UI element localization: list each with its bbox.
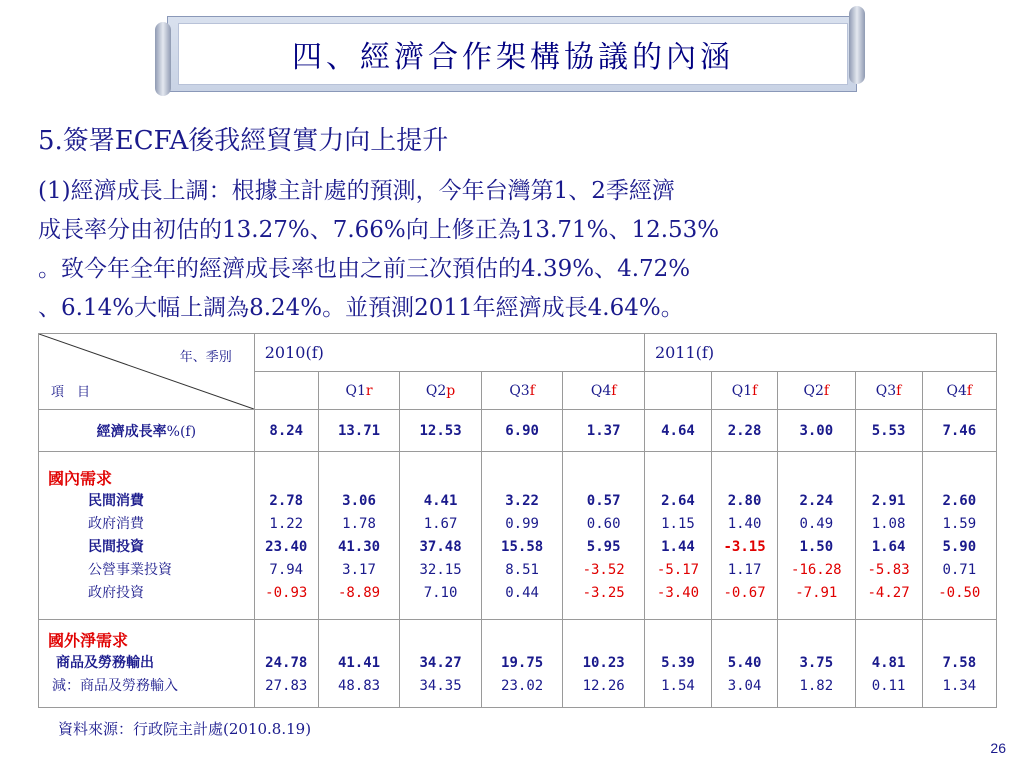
growth-label: 經濟成長率%(f) xyxy=(39,410,255,452)
body-paragraph xyxy=(38,172,998,328)
source-note: 資料來源：行政院主計處(2010.8.19) xyxy=(58,720,312,738)
table-cell: -3.40 xyxy=(656,584,700,601)
table-cell: 1.64 xyxy=(871,538,906,555)
spacer xyxy=(485,467,560,490)
table-cell: 0.11 xyxy=(871,678,906,694)
spacer xyxy=(322,467,397,490)
spacer xyxy=(566,467,641,490)
growth-value: 5.53 xyxy=(855,410,922,452)
domestic-value-column xyxy=(855,452,922,620)
paragraph-line: 、6.14%大幅上調為8.24%。並預測2011年經濟成長4.64%。 xyxy=(38,295,684,321)
spacer xyxy=(258,467,315,490)
table-cell: -5.83 xyxy=(867,561,910,578)
paragraph-line: 。致今年全年的經濟成長率也由之前三次預估的4.39%、4.72% xyxy=(38,256,691,282)
row-label: 民間投資 xyxy=(88,538,144,555)
section-heading: 5.簽署ECFA後我經貿實力向上提升 xyxy=(38,126,449,156)
table-cell: 12.26 xyxy=(582,678,625,694)
external-value-column xyxy=(400,620,482,708)
table-cell: 1.82 xyxy=(799,678,834,694)
table-cell: 10.23 xyxy=(582,655,625,671)
table-cell: 0.71 xyxy=(942,561,977,578)
domestic-value-column xyxy=(318,452,400,620)
external-value-column xyxy=(778,620,855,708)
table-cell: 3.22 xyxy=(505,492,539,509)
table-cell: 19.75 xyxy=(501,655,544,671)
growth-value: 3.00 xyxy=(778,410,855,452)
paragraph-line: (1)經濟成長上調：根據主計處的預測，今年台灣第1、2季經濟 xyxy=(38,178,675,204)
table-cell: 2.91 xyxy=(871,492,906,509)
annual-2010-blank xyxy=(254,372,318,410)
table-cell: -4.27 xyxy=(867,584,910,601)
table-cell: 48.83 xyxy=(337,678,381,694)
table-cell: -0.93 xyxy=(265,584,308,601)
table-cell: 32.15 xyxy=(419,561,462,578)
scroll-roll-right xyxy=(849,6,865,84)
table-cell: 1.22 xyxy=(269,515,304,532)
row-label: 政府投資 xyxy=(88,584,144,601)
table-cell: -0.50 xyxy=(938,584,981,601)
table-cell: -7.91 xyxy=(795,584,838,601)
spacer xyxy=(859,629,919,652)
domestic-value-column xyxy=(400,452,482,620)
table-cell: 37.48 xyxy=(419,538,462,555)
domestic-value-column xyxy=(778,452,855,620)
growth-value: 1.37 xyxy=(563,410,645,452)
year-2010-header: 2010(f) xyxy=(254,334,644,372)
page-number: 26 xyxy=(990,740,1006,756)
external-value-column xyxy=(922,620,996,708)
spacer xyxy=(485,629,560,652)
table-cell: 0.99 xyxy=(505,515,539,532)
paragraph-line: 成長率分由初估的13.27%、7.66%向上修正為13.71%、12.53% xyxy=(38,217,720,243)
corner-cell xyxy=(39,334,255,410)
growth-value: 8.24 xyxy=(254,410,318,452)
table-cell: 15.58 xyxy=(501,538,544,555)
external-value-column xyxy=(563,620,645,708)
table-cell: 7.10 xyxy=(423,584,458,601)
header-row-years xyxy=(39,334,997,372)
table-cell: 1.40 xyxy=(727,515,762,532)
spacer xyxy=(781,629,851,652)
table-cell: 1.67 xyxy=(423,515,458,532)
domestic-section-title: 國內需求 xyxy=(48,468,113,488)
table-cell: 41.41 xyxy=(337,655,381,671)
banner-inner xyxy=(178,23,848,85)
growth-value: 13.71 xyxy=(318,410,400,452)
table-cell: 23.02 xyxy=(501,678,544,694)
external-value-column xyxy=(481,620,563,708)
table-cell: 4.81 xyxy=(871,655,906,671)
table-cell: 2.24 xyxy=(799,492,834,509)
table-cell: 8.51 xyxy=(505,561,539,578)
growth-row xyxy=(39,410,997,452)
row-label: 商品及勞務輸出 xyxy=(56,655,154,671)
row-label: 民間消費 xyxy=(88,492,144,509)
table-cell: 24.78 xyxy=(265,655,308,671)
page-title: 四、經濟合作架構協議的內涵 xyxy=(292,40,734,75)
row-label: 減：商品及勞務輸入 xyxy=(52,678,178,694)
quarter-header: Q4f xyxy=(922,372,996,410)
table-cell: -5.17 xyxy=(656,561,700,578)
table-cell: 23.40 xyxy=(265,538,308,555)
table-cell: 1.44 xyxy=(661,538,695,555)
quarter-header: Q3f xyxy=(855,372,922,410)
table-cell: 1.17 xyxy=(727,561,762,578)
external-value-column xyxy=(318,620,400,708)
table-cell: 34.35 xyxy=(419,678,462,694)
external-section-title: 國外淨需求 xyxy=(48,631,129,650)
growth-value: 6.90 xyxy=(481,410,563,452)
table-cell: -0.67 xyxy=(723,584,766,601)
external-value-column xyxy=(254,620,318,708)
table-cell: -16.28 xyxy=(791,561,842,578)
domestic-value-column xyxy=(481,452,563,620)
table-cell: 34.27 xyxy=(419,655,462,671)
table-cell: 1.34 xyxy=(942,678,977,694)
table-cell: 1.08 xyxy=(871,515,906,532)
spacer xyxy=(859,467,919,490)
corner-label-item: 項 目 xyxy=(51,385,91,400)
year-2011-header: 2011(f) xyxy=(644,334,996,372)
external-value-column xyxy=(855,620,922,708)
table-cell: 3.17 xyxy=(342,561,376,578)
row-label: 公營事業投資 xyxy=(88,561,172,578)
quarter-header: Q2p xyxy=(400,372,482,410)
title-banner xyxy=(155,12,865,94)
growth-value: 12.53 xyxy=(400,410,482,452)
external-labels xyxy=(39,620,255,708)
domestic-labels xyxy=(39,452,255,620)
external-value-column xyxy=(644,620,711,708)
domestic-value-column xyxy=(563,452,645,620)
growth-value: 2.28 xyxy=(712,410,778,452)
domestic-value-column xyxy=(644,452,711,620)
external-value-column xyxy=(712,620,778,708)
domestic-value-column xyxy=(712,452,778,620)
table-cell: 7.94 xyxy=(269,561,304,578)
table-cell: 3.04 xyxy=(727,678,762,694)
spacer xyxy=(926,467,993,490)
growth-table xyxy=(38,333,997,708)
table-cell: 0.44 xyxy=(505,584,539,601)
spacer xyxy=(322,629,397,652)
quarter-header: Q4f xyxy=(563,372,645,410)
table-cell: -3.25 xyxy=(582,584,625,601)
table-cell: 1.15 xyxy=(661,515,695,532)
table-cell: -3.52 xyxy=(582,561,625,578)
spacer xyxy=(715,467,774,490)
table-cell: 5.95 xyxy=(586,538,621,555)
domestic-value-column xyxy=(922,452,996,620)
quarter-header: Q1f xyxy=(712,372,778,410)
table-cell: 2.60 xyxy=(942,492,977,509)
table-cell: 2.80 xyxy=(727,492,762,509)
spacer xyxy=(403,629,478,652)
table-cell: -8.89 xyxy=(337,584,381,601)
table-cell: 3.06 xyxy=(342,492,376,509)
table-cell: 5.40 xyxy=(727,655,762,671)
external-demand-row xyxy=(39,620,997,708)
table-cell: 1.54 xyxy=(661,678,695,694)
spacer xyxy=(566,629,641,652)
spacer xyxy=(781,467,851,490)
table-cell: 0.60 xyxy=(586,515,621,532)
spacer xyxy=(403,467,478,490)
table-cell: 27.83 xyxy=(265,678,308,694)
table-cell: 3.75 xyxy=(799,655,834,671)
quarter-header: Q1r xyxy=(318,372,400,410)
table-cell: 4.41 xyxy=(423,492,458,509)
spacer xyxy=(715,629,774,652)
table-cell: 1.50 xyxy=(799,538,834,555)
table-cell: 0.49 xyxy=(799,515,834,532)
scroll-roll-left xyxy=(155,22,171,96)
growth-value: 4.64 xyxy=(644,410,711,452)
table-cell: 41.30 xyxy=(337,538,381,555)
table-cell: 1.59 xyxy=(942,515,977,532)
table-cell: 5.90 xyxy=(942,538,977,555)
table-cell: 2.64 xyxy=(661,492,695,509)
annual-2011-blank xyxy=(644,372,711,410)
domestic-value-column xyxy=(254,452,318,620)
domestic-demand-row xyxy=(39,452,997,620)
table-cell: -3.15 xyxy=(723,538,766,555)
quarter-header: Q2f xyxy=(778,372,855,410)
table-cell: 2.78 xyxy=(269,492,304,509)
table-cell: 5.39 xyxy=(661,655,695,671)
quarter-header: Q3f xyxy=(481,372,563,410)
table-cell: 1.78 xyxy=(342,515,376,532)
banner-scroll xyxy=(167,16,857,92)
spacer xyxy=(648,467,708,490)
spacer xyxy=(258,629,315,652)
spacer xyxy=(926,629,993,652)
table-cell: 0.57 xyxy=(586,492,621,509)
growth-value: 7.46 xyxy=(922,410,996,452)
table-cell: 7.58 xyxy=(942,655,977,671)
row-label: 政府消費 xyxy=(88,515,144,532)
spacer xyxy=(648,629,708,652)
corner-label-period: 年、季別 xyxy=(179,350,232,365)
